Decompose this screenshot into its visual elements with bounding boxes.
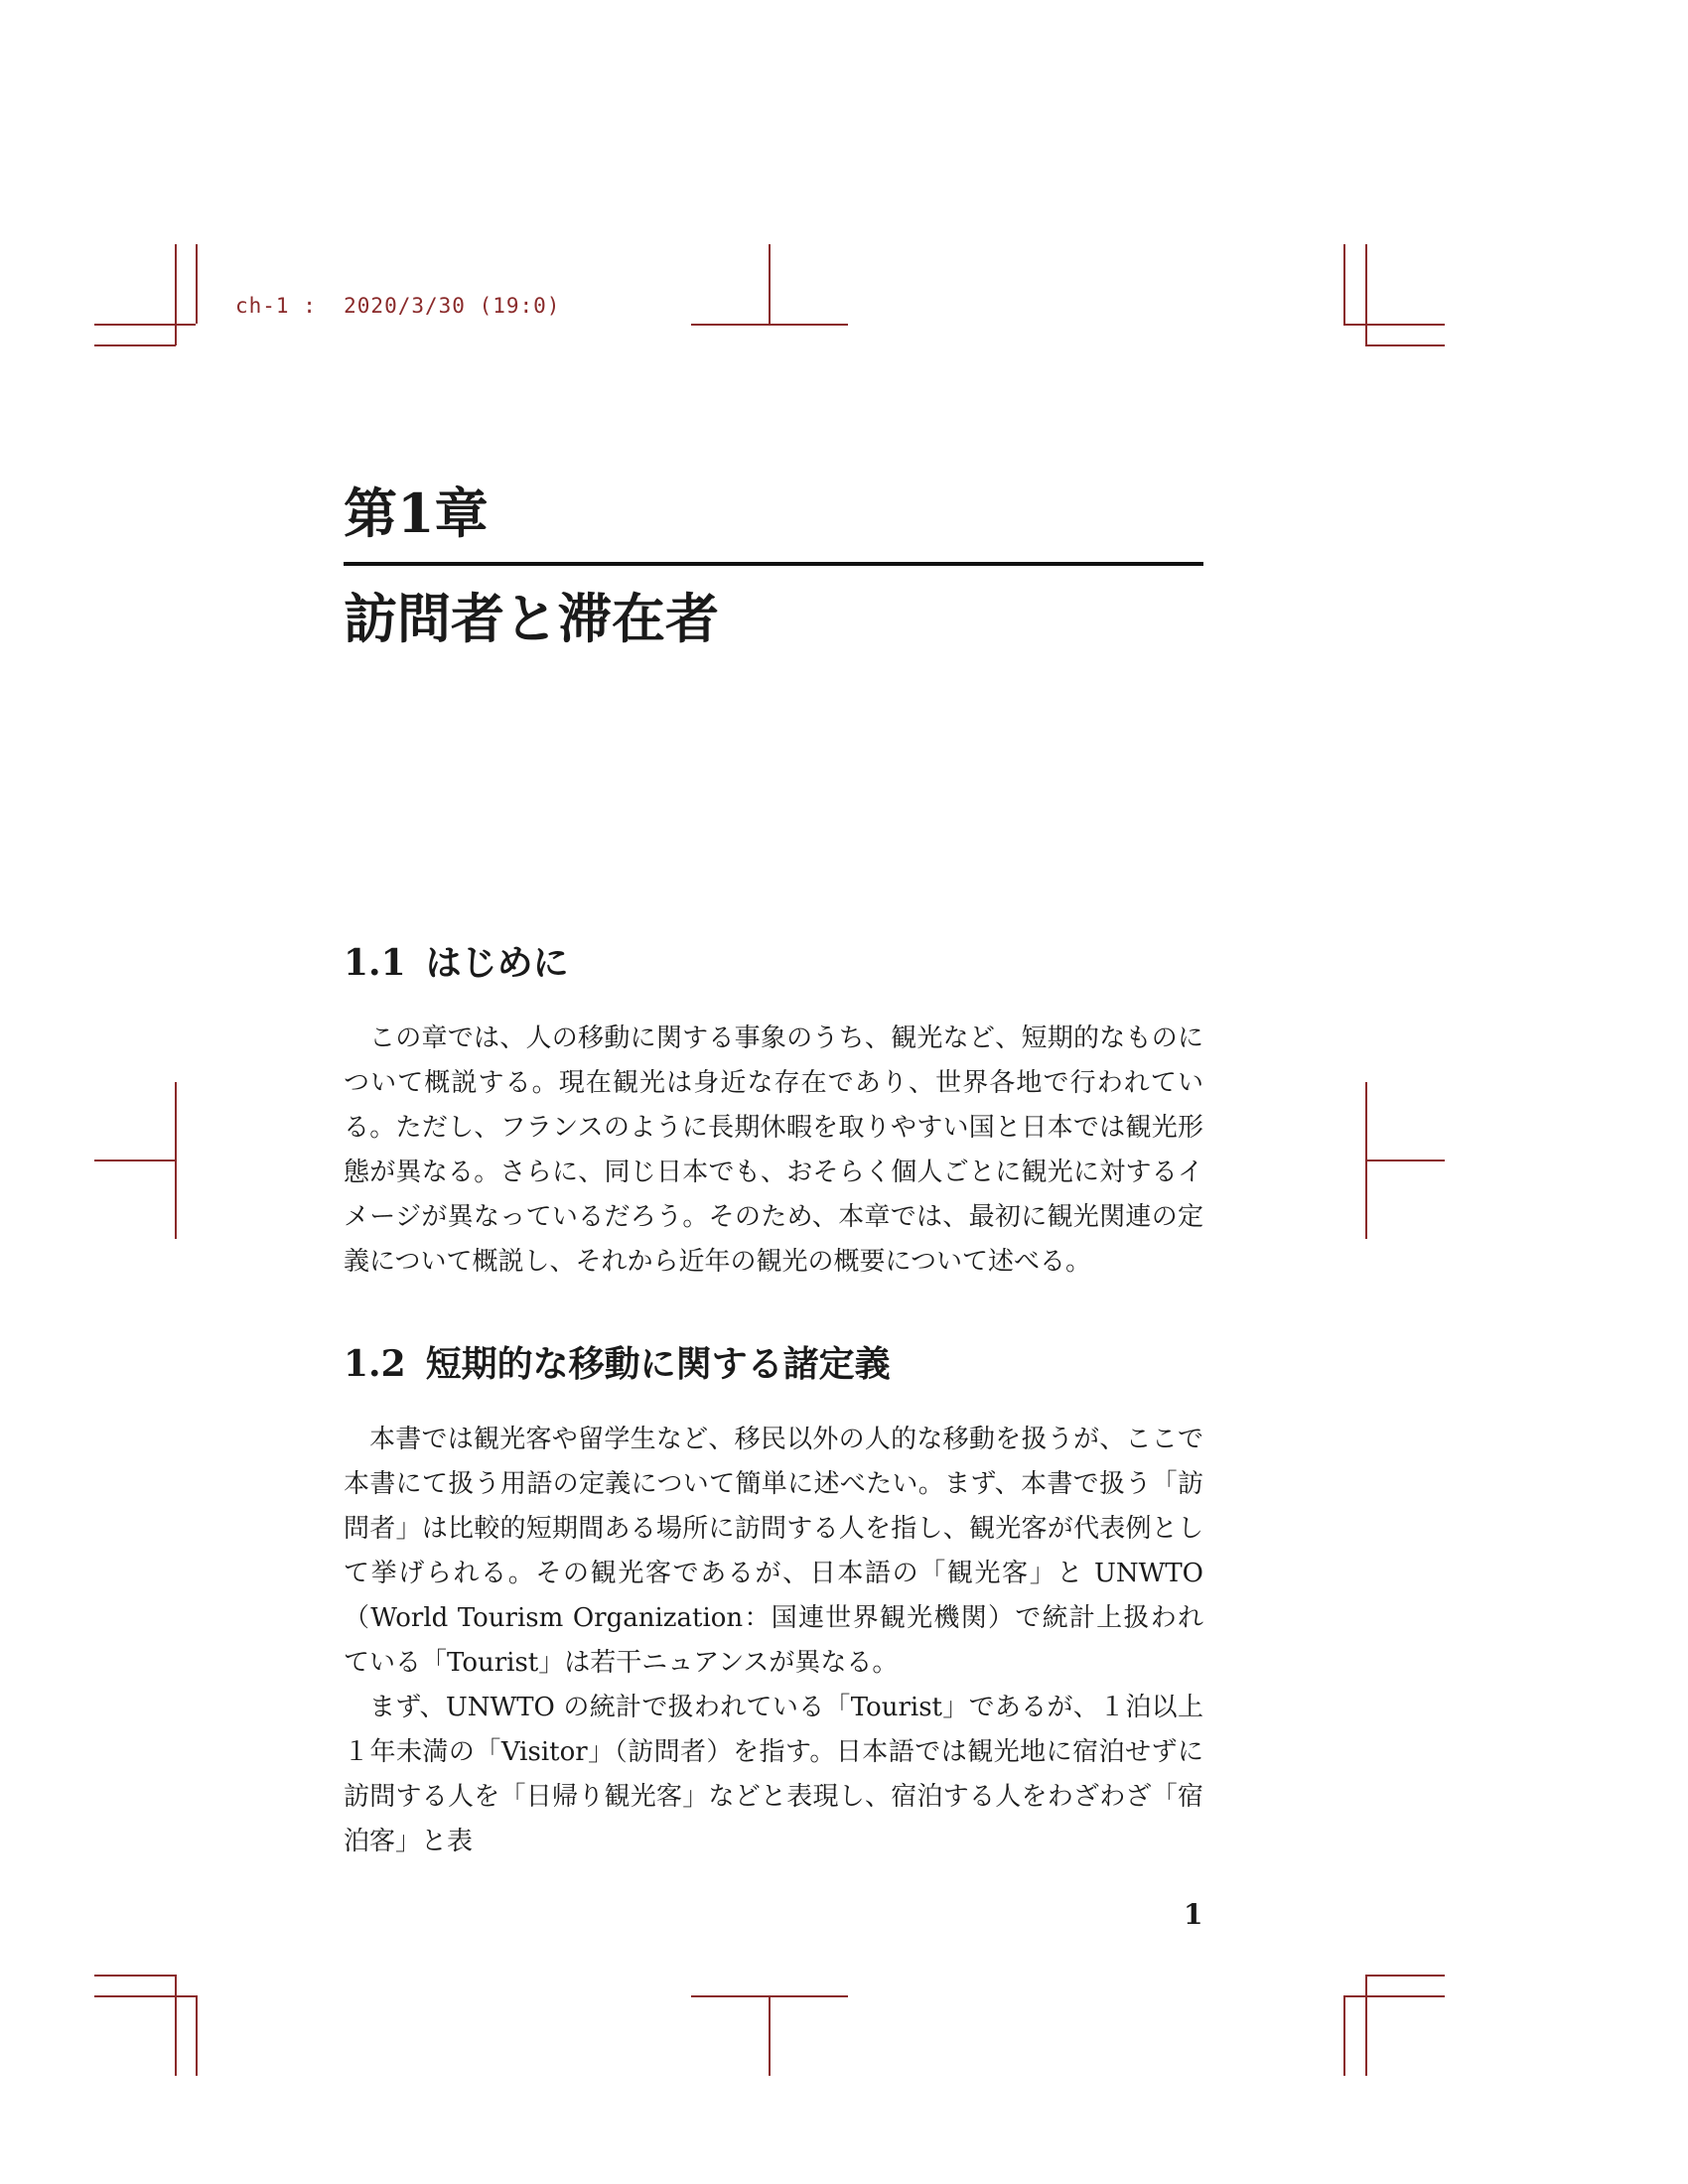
crop-mark-bl-v1 (175, 1975, 177, 2076)
crop-mark-bc-v (769, 1995, 771, 2076)
crop-mark-bl-h1 (94, 1975, 176, 1977)
running-head: ch-1 : 2020/3/30 (19:0) (235, 294, 561, 318)
chapter-rule (344, 562, 1203, 566)
crop-mark-br-h1 (1365, 1975, 1445, 1977)
crop-mark-tr-v2 (1365, 244, 1367, 345)
section-number: 1.1 (344, 942, 406, 984)
section-number: 1.2 (344, 1343, 406, 1385)
crop-mark-br-v1 (1365, 1975, 1367, 2076)
crop-mark-tl-v2 (196, 244, 198, 324)
crop-mark-bl-v2 (196, 1995, 198, 2076)
crop-mark-ml-h (94, 1160, 176, 1161)
crop-mark-br-h2 (1343, 1995, 1445, 1997)
crop-mark-tc-h (691, 324, 848, 326)
paragraph: この章では、人の移動に関する事象のうち、観光など、短期的なものについて概説する。現在観光は身近な存在であり、世界各地で行われている。ただし、フランスのように長期休暇を取りやすい国と日本では観光形態が異なる。さらに、同じ日本でも、おそらく個人ごとに観光に対するイメージが異なっているだろう。そのため、本章では、最初に観光関連の定義について概説し、それから近年の観光の概要について述べる。 (344, 1024, 1203, 1277)
section-heading-1-1 (344, 942, 569, 984)
chapter-title: 訪問者と滞在者 (344, 587, 719, 650)
chapter-label: 第1章 (344, 481, 489, 545)
paragraph: 本書では観光客や留学生など、移民以外の人的な移動を扱うが、ここで本書にて扱う用語の定義について簡単に述べたい。まず、本書で扱う「訪問者」は比較的短期間ある場所に訪問する人を指し、観光客が代表例として挙げられる。その観光客であるが、日本語の「観光客」と UNWTO（World Tourism Organization：国連世界観光機関）で統計上扱われている「Tourist」は若干ニュアンスが異なる。 (344, 1425, 1203, 1678)
crop-mark-bl-h2 (94, 1995, 196, 1997)
crop-mark-tr-h1 (1343, 324, 1445, 326)
page-number: 1 (1184, 1898, 1203, 1931)
paragraph: まず、UNWTO の統計で扱われている「Tourist」であるが、１泊以上１年未満の「Visitor」（訪問者）を指す。日本語では観光地に宿泊せずに訪問する人を「日帰り観光客」などと表現し、宿泊する人をわざわざ「宿泊客」と表 (344, 1693, 1203, 1856)
section-heading-1-2 (344, 1343, 891, 1385)
crop-mark-br-v2 (1343, 1995, 1345, 2076)
crop-mark-tc-v (769, 244, 771, 324)
section-title: 短期的な移動に関する諸定義 (425, 1343, 891, 1385)
crop-mark-tr-h2 (1365, 344, 1445, 346)
crop-mark-tl-h2 (94, 344, 176, 346)
crop-mark-tl-v1 (175, 244, 177, 345)
crop-mark-tl-h1 (94, 324, 196, 326)
section-title: はじめに (425, 942, 569, 984)
crop-mark-tr-v1 (1343, 244, 1345, 324)
crop-mark-mr-h (1365, 1160, 1445, 1161)
